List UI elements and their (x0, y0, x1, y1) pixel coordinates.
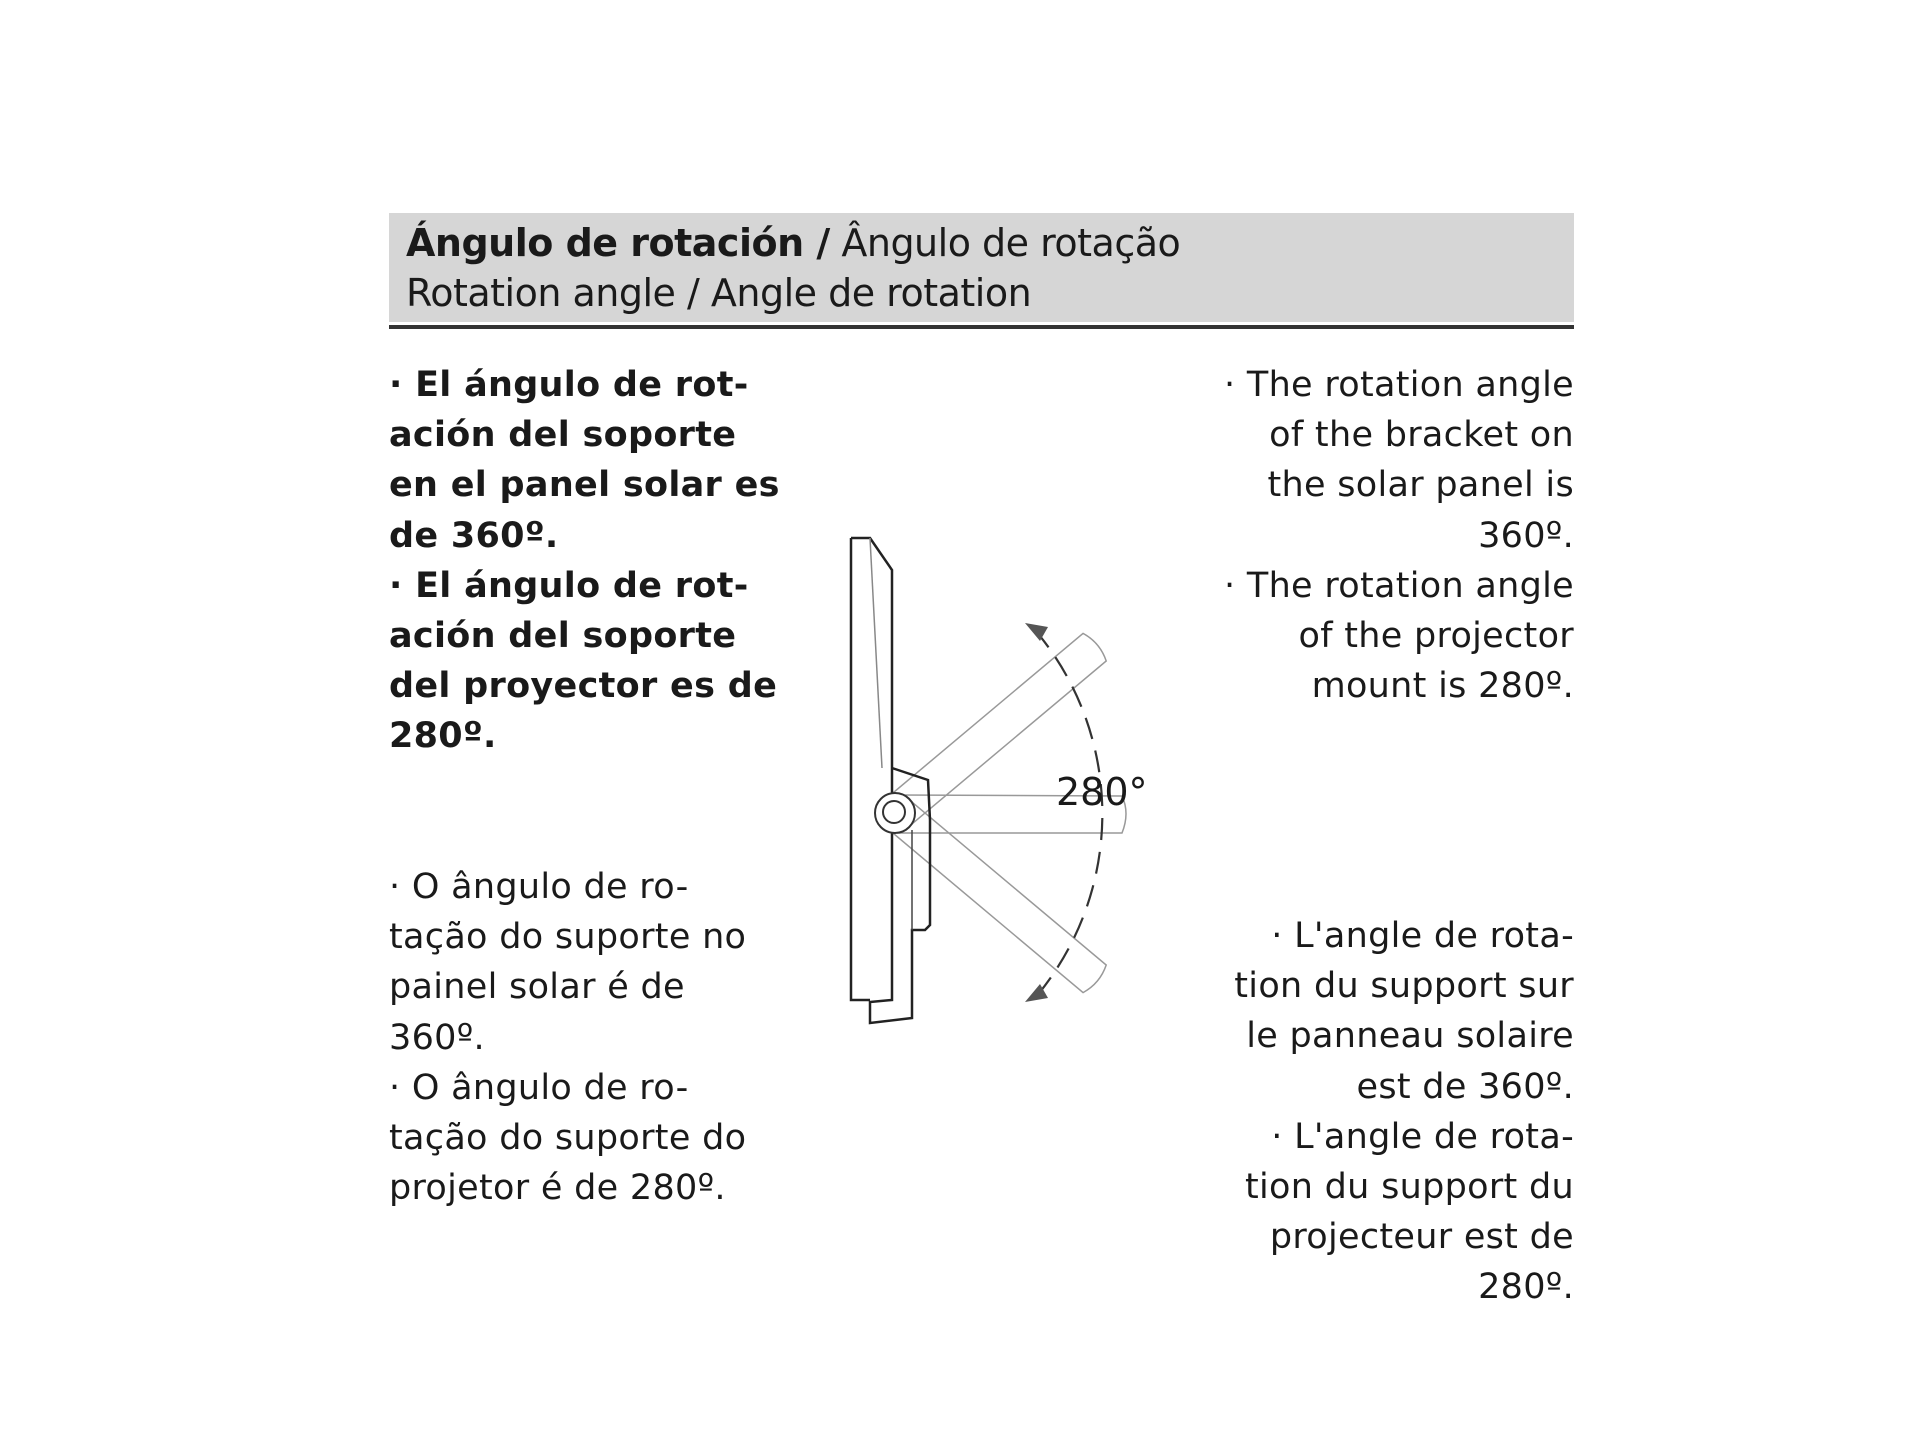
portuguese-text: · O ângulo de ro- tação do suporte no painel solar é de 360º. · O ângulo de ro- tação do suporte do projetor é de 280º. (389, 867, 747, 1209)
angle-label: 280° (1056, 770, 1148, 814)
header-title: Ángulo de rotación / Ângulo de rotação (406, 221, 1181, 265)
spanish-text: · El ángulo de rot- ación del soporte en el panel solar es de 360º. · El ángulo de rot- ación del soporte del proyector es de 280º. (389, 365, 780, 757)
french-text: · L'angle de rota- tion du support sur le panneau solaire est de 360º. · L'angle de rota- tion du support du projecteur est de 280º. (1234, 916, 1574, 1308)
english-text: · The rotation angle of the bracket on the solar panel is 360º. · The rotation angle of the projector mount is 280º. (1224, 365, 1574, 707)
arrow-top-icon (1025, 623, 1048, 641)
rotation-arc (1035, 630, 1102, 998)
projector-side-view (851, 538, 930, 1023)
pivot-icon (875, 793, 915, 833)
header-subtitle: Rotation angle / Angle de rotation (406, 271, 1032, 315)
